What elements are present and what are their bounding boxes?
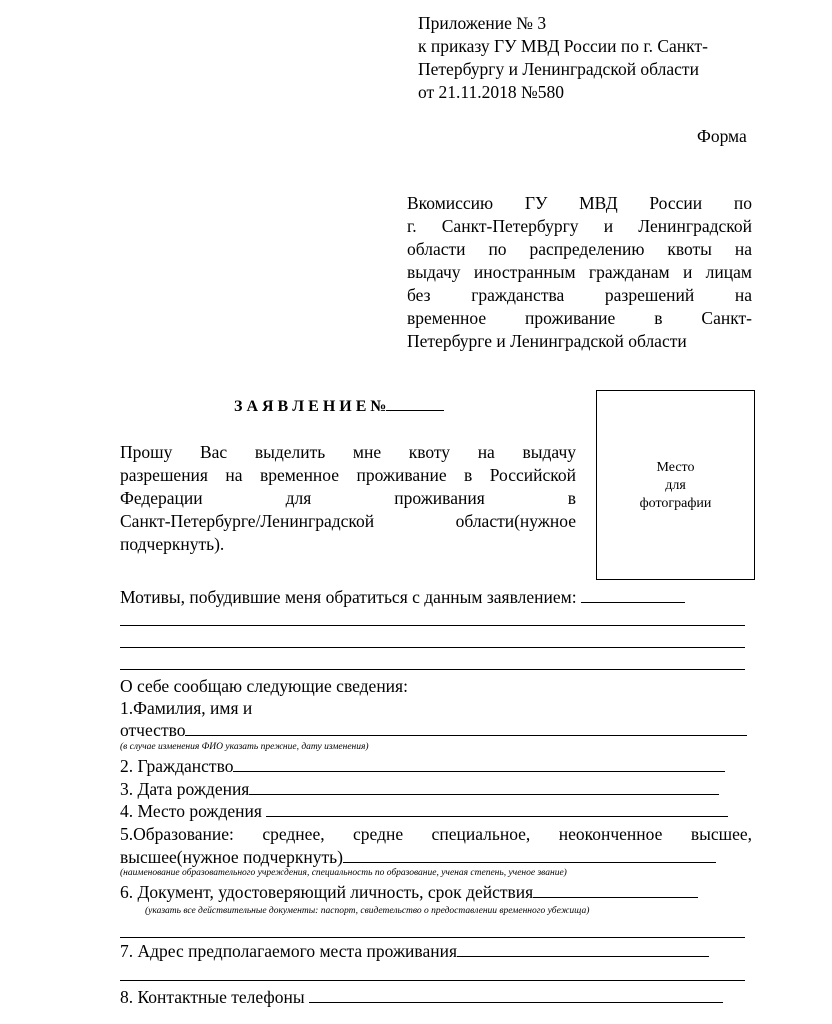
address-label: 7. Адрес предполагаемого места проживания xyxy=(120,941,457,961)
request-line-3: Федерации для проживания в xyxy=(120,488,576,508)
birth-date-row xyxy=(120,778,719,801)
name-note: (в случае изменения ФИО указать прежние, дату изменения) xyxy=(120,742,369,752)
motives-line-4[interactable] xyxy=(120,669,745,670)
page-title xyxy=(234,396,444,417)
document-field[interactable] xyxy=(533,882,698,898)
appendix-line-1: Приложение № 3 xyxy=(418,13,547,33)
document-row xyxy=(120,881,698,904)
name-label-line-1: 1.Фамилия, имя и xyxy=(120,698,253,718)
citizenship-field[interactable] xyxy=(233,756,725,772)
education-note: (наименование образовательного учреждения, специальность по образование, ученая степень, ученое звание) xyxy=(120,868,567,878)
addressee-line-5: без гражданства разрешений на xyxy=(407,285,752,305)
motives-row xyxy=(120,586,685,609)
document-extra-line[interactable] xyxy=(120,937,745,938)
birth-place-label: 4. Место рождения xyxy=(120,801,262,821)
education-row xyxy=(120,846,716,869)
citizenship-row xyxy=(120,755,725,778)
name-label-line-2: отчество xyxy=(120,720,186,740)
name-row xyxy=(120,719,747,742)
birth-place-field[interactable] xyxy=(266,801,728,817)
birth-place-row xyxy=(120,800,728,823)
address-extra-line[interactable] xyxy=(120,980,745,981)
photo-placeholder xyxy=(596,390,755,580)
addressee-block xyxy=(407,192,752,353)
photo-line-3: фотографии xyxy=(639,496,712,511)
addressee-line-7: Петербурге и Ленинградской области xyxy=(407,331,687,351)
title-number-field[interactable] xyxy=(386,396,444,411)
citizenship-label: 2. Гражданство xyxy=(120,756,234,776)
request-line-5: подчеркнуть). xyxy=(120,534,225,554)
request-paragraph xyxy=(120,441,576,556)
appendix-line-3: Петербургу и Ленинградской области xyxy=(418,59,699,79)
address-row xyxy=(120,940,709,963)
birth-date-label: 3. Дата рождения xyxy=(120,779,250,799)
addressee-line-2: г. Санкт-Петербургу и Ленинградской xyxy=(407,216,752,236)
appendix-line-2: к приказу ГУ МВД России по г. Санкт- xyxy=(418,36,708,56)
motives-field[interactable] xyxy=(581,587,685,603)
addressee-line-3: области по распределению квоты на xyxy=(407,239,752,259)
photo-line-1: Место xyxy=(656,460,695,475)
appendix-line-4: от 21.11.2018 №580 xyxy=(418,82,564,102)
phones-row xyxy=(120,986,723,1009)
phones-field[interactable] xyxy=(309,987,723,1003)
document-label: 6. Документ, удостоверяющий личность, срок действия xyxy=(120,882,534,902)
motives-label: Мотивы, побудившие меня обратиться с данным заявлением: xyxy=(120,587,577,607)
education-field[interactable] xyxy=(343,847,716,863)
form-label: Форма xyxy=(697,126,747,146)
motives-line-3[interactable] xyxy=(120,647,745,648)
addressee-line-4: выдачу иностранным гражданам и лицам xyxy=(407,262,752,282)
appendix-block xyxy=(418,12,708,104)
addressee-line-6: временное проживание в Санкт- xyxy=(407,308,752,328)
education-label-line-2: высшее(нужное подчеркнуть) xyxy=(120,847,343,867)
title-text: З А Я В Л Е Н И Е № xyxy=(234,398,387,415)
document-note: (указать все действительные документы: паспорт, свидетельство о предоставлении временного убежища) xyxy=(145,906,590,916)
photo-line-2: для xyxy=(665,478,686,493)
birth-date-field[interactable] xyxy=(249,779,719,795)
address-field[interactable] xyxy=(457,941,709,957)
education-line-1: 5.Образование: среднее, средне специальное, неоконченное высшее, xyxy=(120,824,752,844)
addressee-line-1: Вкомиссию ГУ МВД России по xyxy=(407,193,752,213)
request-line-1: Прошу Вас выделить мне квоту на выдачу xyxy=(120,442,576,462)
about-label: О себе сообщаю следующие сведения: xyxy=(120,676,408,696)
request-line-4: Санкт-Петербурге/Ленинградской области(нужное xyxy=(120,511,576,531)
full-name-field[interactable] xyxy=(185,720,747,736)
phones-label: 8. Контактные телефоны xyxy=(120,987,305,1007)
motives-line-2[interactable] xyxy=(120,625,745,626)
request-line-2: разрешения на временное проживание в Российской xyxy=(120,465,576,485)
